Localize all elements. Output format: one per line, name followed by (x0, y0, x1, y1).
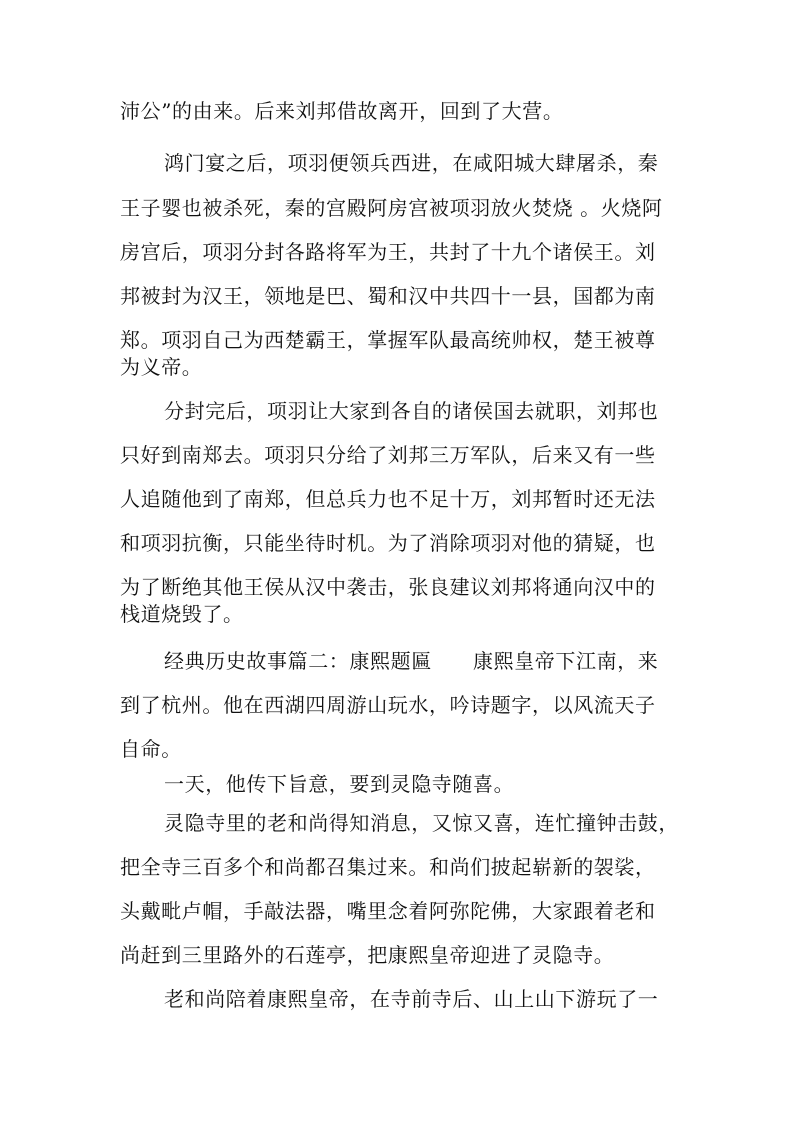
text-line: 灵隐寺里的老和尚得知消息，又惊又喜，连忙撞钟击鼓， (164, 811, 679, 835)
text-line: 头戴毗卢帽，手敲法器，嘴里念着阿弥陀佛，大家跟着老和 (120, 899, 656, 923)
text-line: 郑。项羽自己为西楚霸王，掌握军队最高统帅权，楚王被尊 (120, 328, 656, 352)
text-line: 把全寺三百多个和尚都召集过来。和尚们披起崭新的袈裟， (120, 855, 656, 879)
text-line: 到了杭州。他在西湖四周游山玩水，吟诗题字，以风流天子 (120, 693, 656, 717)
text-line: 分封完后，项羽让大家到各自的诸侯国去就职，刘邦也 (164, 399, 659, 423)
text-line: 只好到南郑去。项羽只分给了刘邦三万军队，后来又有一些 (120, 443, 656, 467)
text-line: 栈道烧毁了。 (120, 602, 244, 626)
text-line: 沛公”的由来。后来刘邦借故离开，回到了大营。 (120, 99, 564, 123)
text-line: 鸿门宴之后，项羽便领兵西进，在咸阳城大肆屠杀，秦 (164, 151, 659, 175)
text-line: 为了断绝其他王侯从汉中袭击，张良建议刘邦将通向汉中的 (120, 575, 656, 599)
text-line: 一天，他传下旨意，要到灵隐寺随喜。 (164, 772, 515, 796)
text-line: 和项羽抗衡，只能坐待时机。为了消除项羽对他的猜疑，也 (120, 531, 656, 555)
text-line: 老和尚陪着康熙皇帝，在寺前寺后、山上山下游玩了一 (164, 987, 659, 1011)
text-line: 尚赶到三里路外的石莲亭，把康熙皇帝迎进了灵隐寺。 (120, 943, 615, 967)
text-line: 为义帝。 (120, 355, 203, 379)
text-line: 王子婴也被杀死，秦的宫殿阿房宫被项羽放火焚烧 。火烧阿 (120, 196, 663, 220)
text-line: 自命。 (120, 737, 182, 761)
text-line: 邦被封为汉王，领地是巴、蜀和汉中共四十一县，国都为南 (120, 284, 656, 308)
text-line: 经典历史故事篇二：康熙题匾 康熙皇帝下江南，来 (164, 649, 659, 673)
text-line: 人追随他到了南郑，但总兵力也不足十万，刘邦暂时还无法 (120, 487, 656, 511)
text-line: 房宫后，项羽分封各路将军为王，共封了十九个诸侯王。刘 (120, 240, 656, 264)
